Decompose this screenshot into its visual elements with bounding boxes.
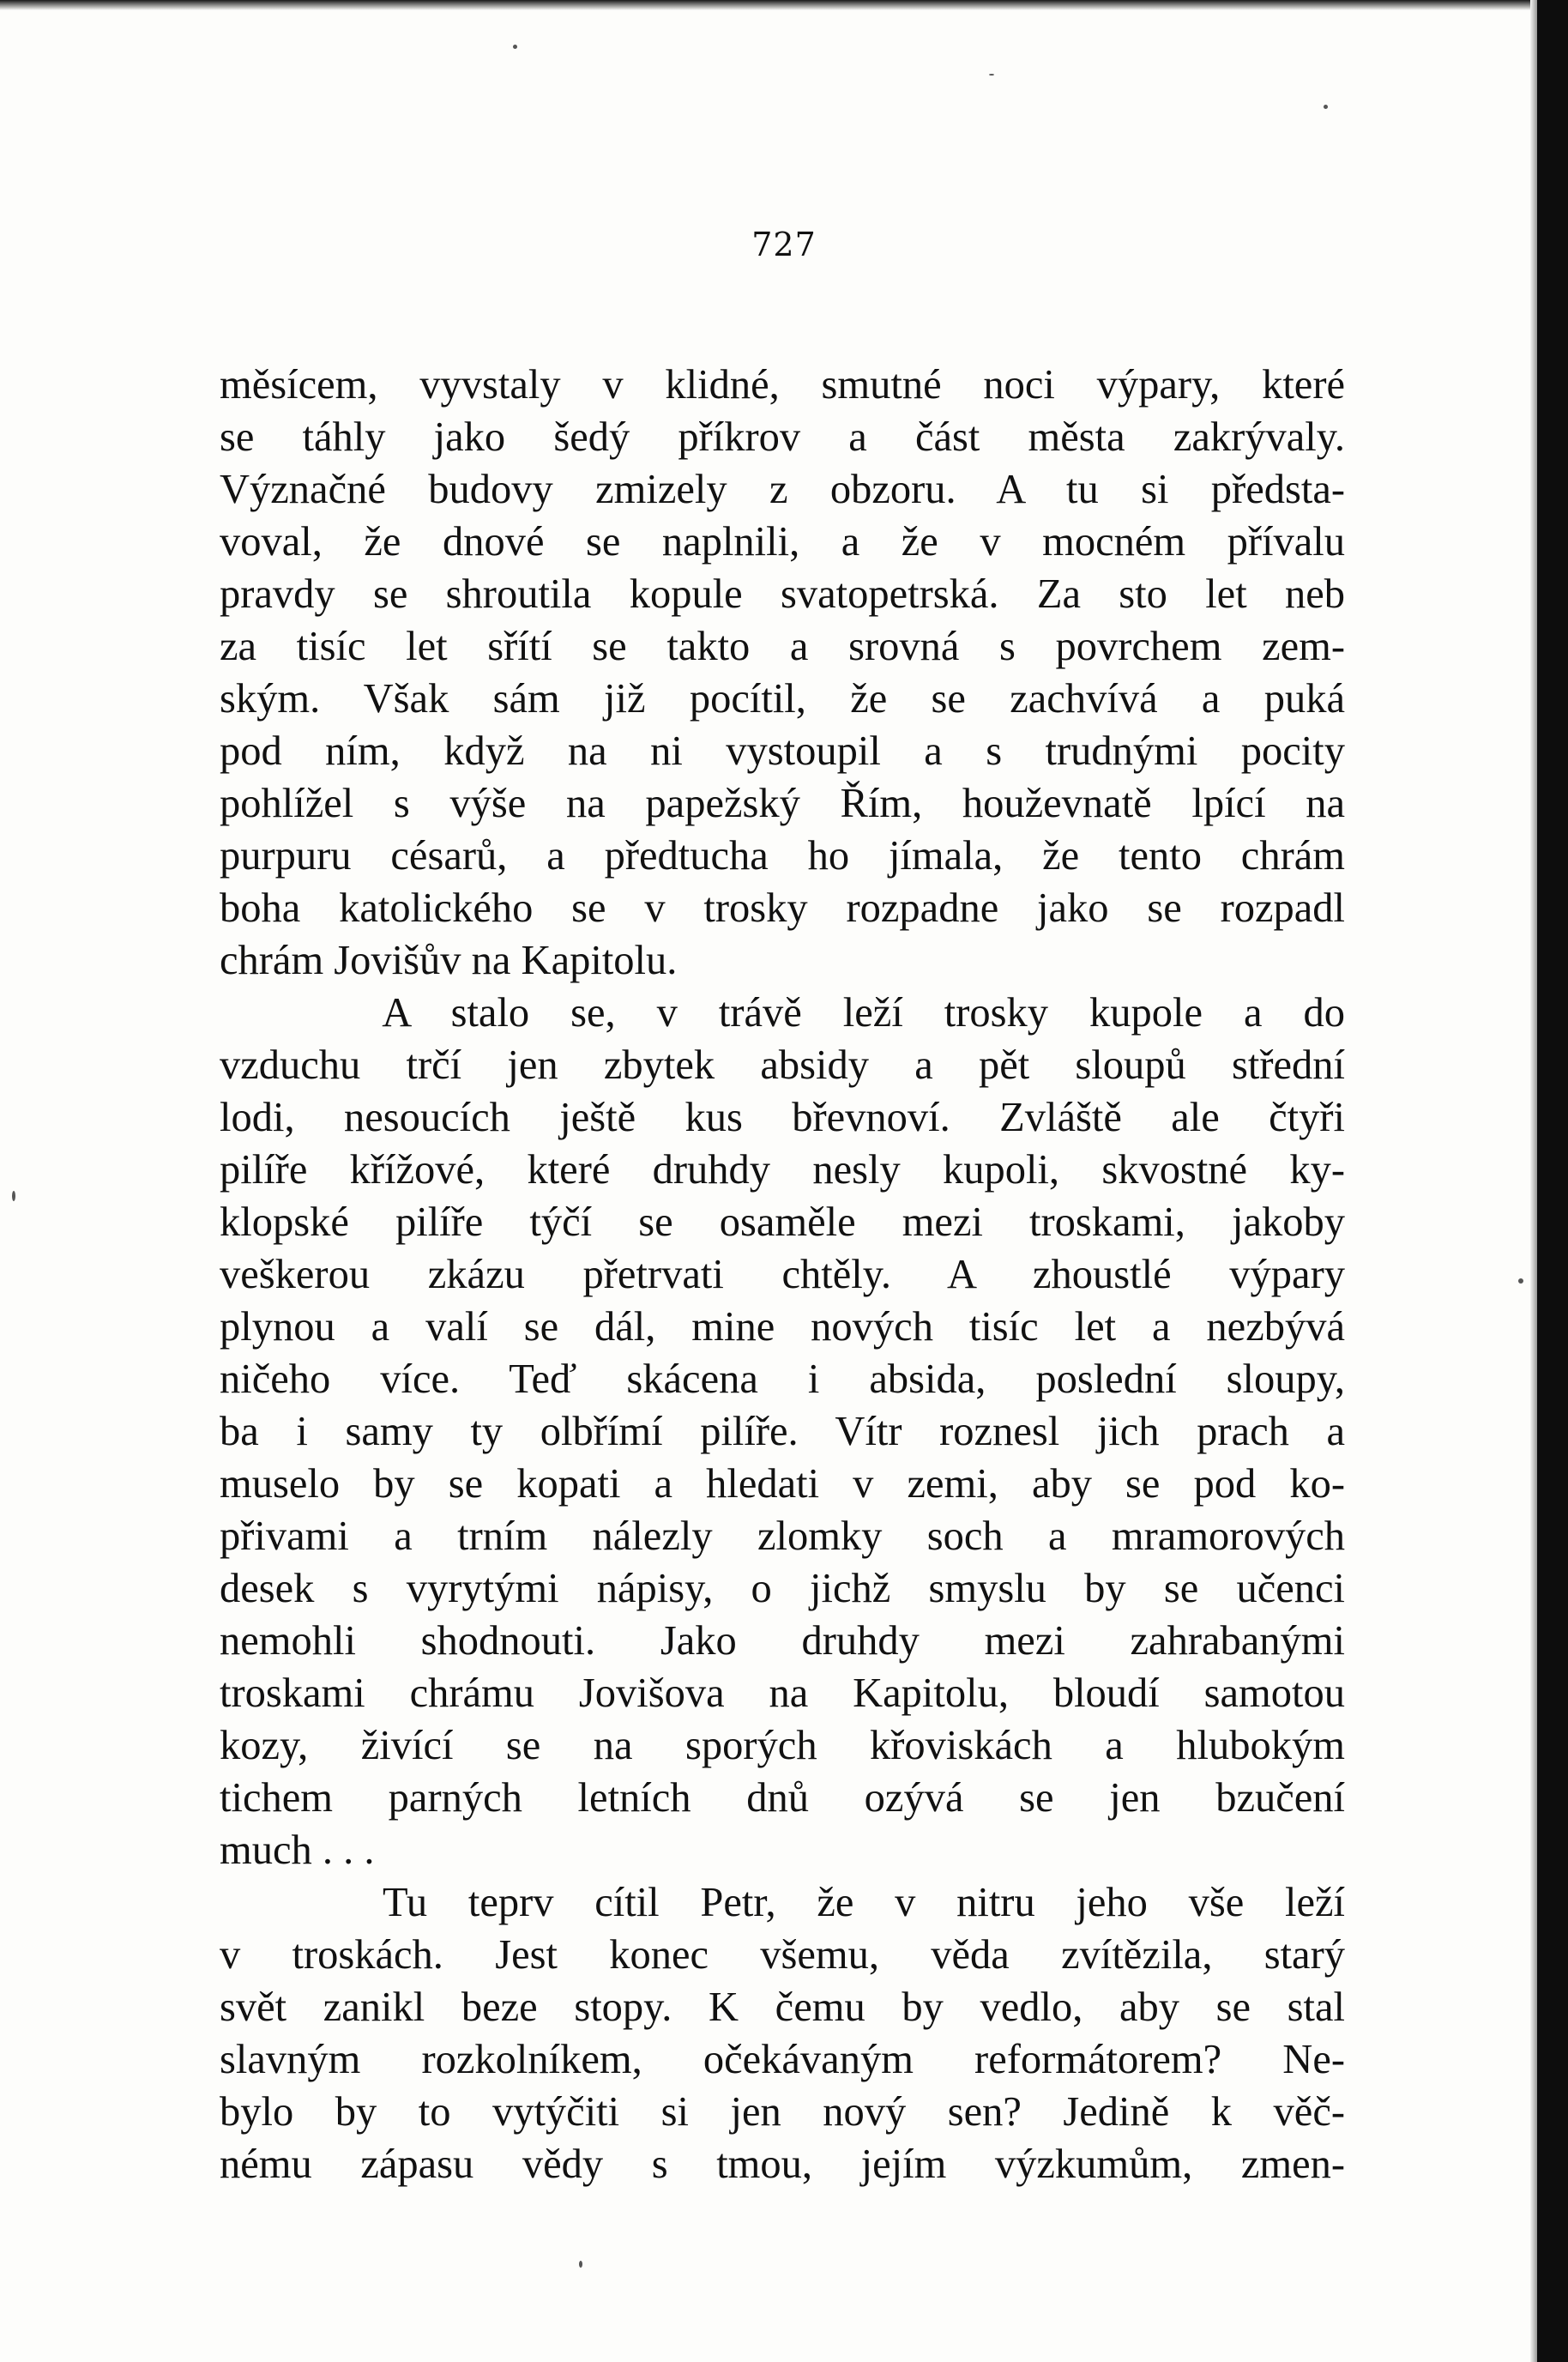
page-number: 727 — [751, 226, 817, 263]
text-line: za tisíc let sřítí se takto a srovná s povrchem zem- — [220, 624, 1345, 669]
text-line: pod ním, když na ni vystoupil a s trudnými pocity — [220, 728, 1345, 774]
text-line: vzduchu trčí jen zbytek absidy a pět sloupů střední — [220, 1042, 1345, 1088]
text-line: troskami chrámu Jovišova na Kapitolu, bloudí samotou — [220, 1670, 1345, 1716]
text-line: svět zanikl beze stopy. K čemu by vedlo, aby se stal — [220, 1984, 1345, 2030]
scan-top-edge — [0, 0, 1568, 10]
text-line: bylo by to vytýčiti si jen nový sen? Jedině k věč- — [220, 2089, 1345, 2135]
text-line: voval, že dnové se naplnili, a že v mocném přívalu — [220, 519, 1345, 565]
text-line: much . . . — [220, 1827, 375, 1873]
scan-speck — [579, 2261, 582, 2268]
text-line: kozy, živící se na sporých křoviskách a hlubokým — [220, 1723, 1345, 1768]
scan-speck — [513, 45, 517, 49]
text-line: v troskách. Jest konec všemu, věda zvítězila, starý — [220, 1932, 1345, 1978]
text-line: purpuru césarů, a předtucha ho jímala, že tento chrám — [220, 833, 1345, 879]
scan-right-edge — [1537, 0, 1568, 2362]
scan-speck — [1518, 1278, 1523, 1284]
text-line: měsícem, vyvstaly v klidné, smutné noci výpary, které — [220, 362, 1345, 408]
text-line: boha katolického se v trosky rozpadne jako se rozpadl — [220, 885, 1345, 931]
text-line: ba i samy ty olbřímí pilíře. Vítr roznesl jich prach a — [220, 1409, 1345, 1454]
text-line: klopské pilíře týčí se osaměle mezi troskami, jakoby — [220, 1199, 1345, 1245]
text-line: muselo by se kopati a hledati v zemi, aby se pod ko- — [220, 1461, 1345, 1507]
text-line: chrám Jovišův na Kapitolu. — [220, 938, 678, 983]
text-line: pravdy se shroutila kopule svatopetrská. Za sto let neb — [220, 571, 1345, 617]
text-line: Tu teprv cítil Petr, že v nitru jeho vše leží — [220, 1880, 1345, 1925]
text-line: plynou a valí se dál, mine nových tisíc let a nezbývá — [220, 1304, 1345, 1350]
text-line: lodi, nesoucích ještě kus břevnoví. Zvláště ale čtyři — [220, 1095, 1345, 1140]
scan-binding-shadow — [1530, 0, 1537, 2362]
text-line: tichem parných letních dnů ozývá se jen bzučení — [220, 1775, 1345, 1821]
text-line: desek s vyrytými nápisy, o jichž smyslu by se učenci — [220, 1566, 1345, 1611]
scan-speck — [989, 74, 994, 76]
text-line: přivami a trním nálezly zlomky soch a mramorových — [220, 1513, 1345, 1559]
text-line: nemohli shodnouti. Jako druhdy mezi zahrabanými — [220, 1618, 1345, 1664]
text-line: veškerou zkázu přetrvati chtěly. A zhoustlé výpary — [220, 1252, 1345, 1297]
text-line: A stalo se, v trávě leží trosky kupole a do — [220, 990, 1345, 1036]
text-line: nému zápasu vědy s tmou, jejím výzkumům, zmen- — [220, 2142, 1345, 2187]
text-line: pilíře křížové, které druhdy nesly kupoli, skvostné ky- — [220, 1147, 1345, 1193]
scan-speck — [1324, 105, 1328, 109]
text-line: ničeho více. Teď skácena i absida, poslední sloupy, — [220, 1356, 1345, 1402]
body-text — [220, 359, 1345, 2190]
text-line: se táhly jako šedý příkrov a část města zakrývaly. — [220, 414, 1345, 460]
text-line: ským. Však sám již pocítil, že se zachvívá a puká — [220, 676, 1345, 722]
scan-speck — [12, 1191, 15, 1201]
text-line: slavným rozkolníkem, očekávaným reformátorem? Ne- — [220, 2037, 1345, 2082]
text-line: Význačné budovy zmizely z obzoru. A tu si předsta- — [220, 467, 1345, 512]
text-line: pohlížel s výše na papežský Řím, houževnatě lpící na — [220, 781, 1345, 826]
